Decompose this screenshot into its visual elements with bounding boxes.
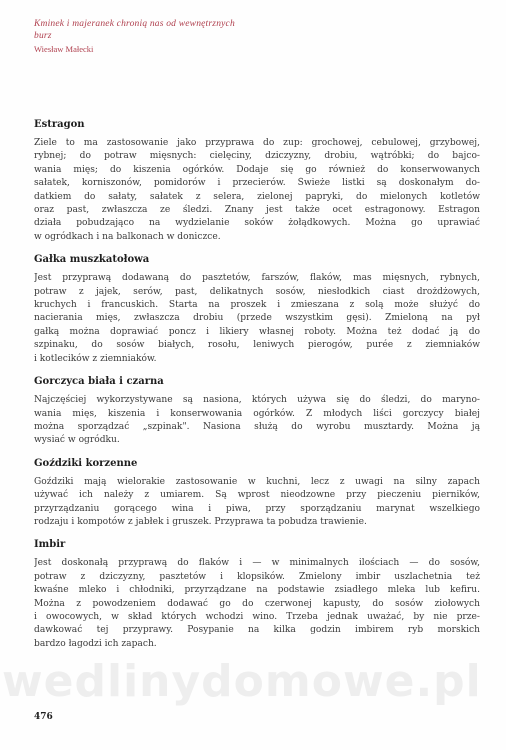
text-line: wania mięs, kiszenia i konserwowania ogórków. Z młodych liści gorczycy białej xyxy=(34,408,480,419)
section-body xyxy=(34,394,480,448)
section-imbir xyxy=(34,538,480,651)
text-line: kwaśne mleko i chłodniki, przyrządzane na podstawie zsiadłego mleka lub kefiru. xyxy=(34,585,480,596)
text-line: bardzo łagodzi ich zapach. xyxy=(34,638,157,649)
section-body xyxy=(34,272,480,366)
section-gorczyca xyxy=(34,375,480,448)
text-line: Można z powodzeniem dodawać go do czerwonej kapusty, do sosów ziołowych xyxy=(34,598,480,609)
text-line: Jest przyprawą dodawaną do pasztetów, farszów, flaków, mas mięsnych, rybnych, xyxy=(34,273,480,284)
text-line: gałką można doprawiać poncz i likiery własnej roboty. Można też dodać ją do xyxy=(34,326,480,337)
running-title-line-2: burz xyxy=(34,31,52,41)
text-line: przyrządzaniu gorącego wina i piwa, przy sporządzaniu marynat wszelkiego xyxy=(34,503,480,514)
text-line: używać ich należy z umiarem. Są wprost nieodzowne przy pieczeniu pierników, xyxy=(34,490,480,501)
section-galka-muszkatolowa xyxy=(34,253,480,366)
text-line: nacierania mięs, zwłaszcza drobiu (przede wszystkim gęsi). Zmieloną na pył xyxy=(34,313,480,324)
watermark: wedlinydomowe.pl xyxy=(2,656,482,707)
running-title-line-1: Kminek i majeranek chronią nas od wewnętrznych xyxy=(34,19,235,29)
section-heading: Imbir xyxy=(34,539,66,551)
section-heading: Estragon xyxy=(34,119,85,130)
running-title xyxy=(34,18,334,42)
section-body xyxy=(34,557,480,651)
page-number: 476 xyxy=(34,712,53,722)
text-line: potraw z dziczyzny, pasztetów i klopsików. Zmielony imbir uszlachetnia też xyxy=(34,571,480,582)
section-heading: Gałka muszkatołowa xyxy=(34,254,150,266)
section-heading: Gorczyca biała i czarna xyxy=(34,376,164,388)
section-heading: Goździki korzenne xyxy=(34,457,138,469)
text-line: sałatek, korniszonów, pomidorów i przecierów. Świeże listki są doskonałym do- xyxy=(34,178,480,189)
text-line: Najczęściej wykorzystywane są nasiona, których używa się do śledzi, do maryno- xyxy=(34,395,480,406)
running-head xyxy=(34,18,334,55)
page-content xyxy=(34,118,480,660)
running-author: Wiesław Małecki xyxy=(34,44,94,54)
text-line: i owocowych, w skład których wchodzi wino. Trzeba jednak uważać, by nie prze- xyxy=(34,611,480,622)
text-line: oraz past, zwłaszcza ze śledzi. Znany jest także ocet estragonowy. Estragon xyxy=(34,205,480,216)
section-body xyxy=(34,137,480,244)
text-line: rybnej; do potraw mięsnych: cielęciny, dziczyzny, drobiu, wątróbki; do bajco- xyxy=(34,151,480,162)
section-body xyxy=(34,476,480,530)
text-line: Jest doskonałą przyprawą do flaków i — w minimalnych ilościach — do sosów, xyxy=(34,558,480,569)
text-line: Goździki mają wielorakie zastosowanie w kuchni, lecz z uwagi na silny zapach xyxy=(34,476,480,487)
text-line: rodzaju i kompotów z jabłek i gruszek. Przyprawa ta pobudza trawienie. xyxy=(34,516,367,527)
text-line: wysiać w ogródku. xyxy=(34,435,120,446)
text-line: można sporządzać „szpinak". Nasiona służą do wyrobu musztardy. Można ją xyxy=(34,421,480,432)
section-estragon xyxy=(34,118,480,244)
text-line: wania mięs; do kiszenia ogórków. Dodaje się go również do konserwowanych xyxy=(34,164,480,175)
section-gozdziki-korzenne xyxy=(34,457,480,530)
text-line: w ogródkach i na balkonach w doniczce. xyxy=(34,231,221,242)
text-line: działa pobudzająco na wydzielanie soków żołądkowych. Można go uprawiać xyxy=(34,218,480,229)
text-line: potraw z jajek, serów, past, delikatnych sosów, niesłodkich ciast drożdżowych, xyxy=(34,286,480,297)
text-line: szpinaku, do sosów białych, rosołu, leniwych pierogów, purée z ziemniaków xyxy=(34,340,480,351)
text-line: datkiem do sałaty, sałatek z selera, zielonej papryki, do mielonych kotletów xyxy=(34,191,480,202)
text-line: kruchych i francuskich. Starta na proszek i zmieszana z solą może służyć do xyxy=(34,300,480,311)
text-line: i kotlecików z ziemniaków. xyxy=(34,353,157,364)
text-line: dawkować tej przyprawy. Posypanie na kilka godzin imbirem ryb morskich xyxy=(34,625,480,636)
text-line: Ziele to ma zastosowanie jako przyprawa do zup: grochowej, cebulowej, grzybowej, xyxy=(34,138,480,148)
